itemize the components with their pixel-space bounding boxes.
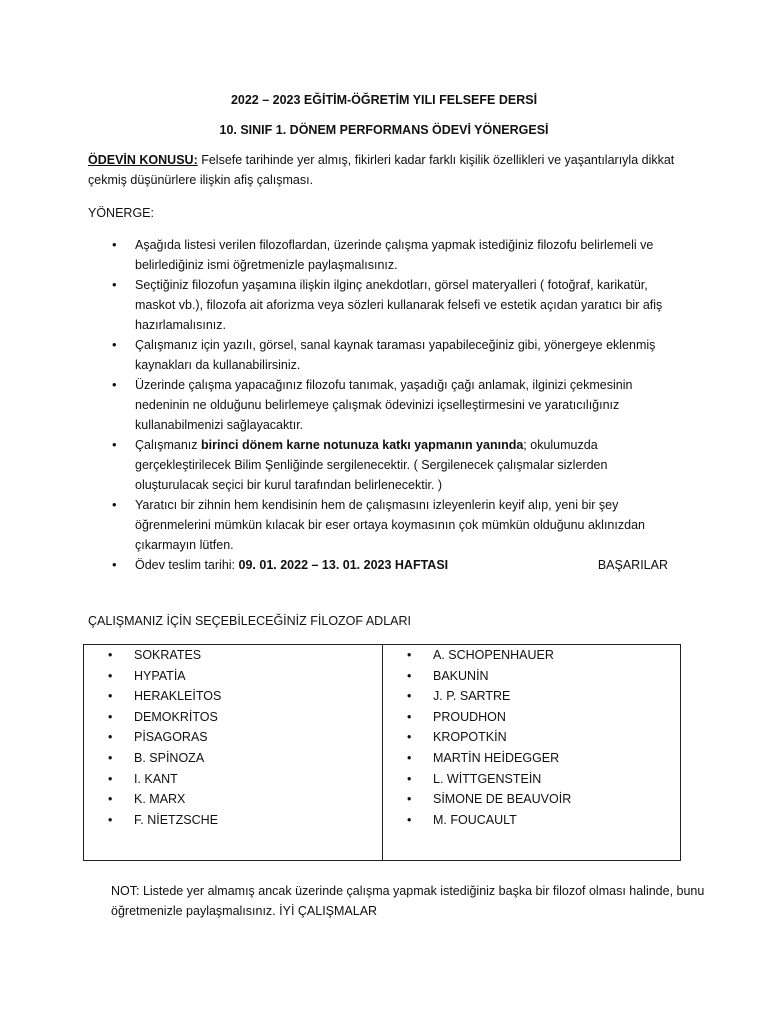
philosopher-name: MARTİN HEİDEGGER bbox=[433, 750, 560, 765]
bullet-icon: • bbox=[407, 668, 412, 683]
bullet-icon: • bbox=[108, 668, 113, 683]
bullet-icon: • bbox=[112, 557, 117, 572]
philosopher-item bbox=[108, 686, 221, 707]
philosopher-name: B. SPİNOZA bbox=[134, 750, 205, 765]
philosopher-item bbox=[407, 769, 571, 790]
philosopher-item bbox=[407, 789, 571, 810]
instructions-heading: YÖNERGE: bbox=[88, 206, 154, 220]
bullet-icon: • bbox=[407, 709, 412, 724]
footnote: NOT: Listede yer almamış ancak üzerinde çalışma yapmak istediğiniz başka bir filozof olması halinde, bunu öğretmenizle paylaşmalısınız. İYİ ÇALIŞMALAR bbox=[111, 884, 705, 918]
philosopher-name: L. WİTTGENSTEİN bbox=[433, 771, 542, 786]
instruction-item bbox=[88, 275, 678, 335]
bullet-icon: • bbox=[112, 377, 117, 392]
philosopher-item bbox=[407, 686, 571, 707]
philosopher-item bbox=[407, 666, 571, 687]
philosopher-item bbox=[407, 707, 571, 728]
bullet-icon: • bbox=[108, 771, 113, 786]
instruction-text: Aşağıda listesi verilen filozoflardan, üzerinde çalışma yapmak istediğiniz filozofu belirlemeli ve belirlediğiniz ismi öğretmenizle paylaşmalısınız. bbox=[135, 238, 654, 272]
philosopher-item bbox=[108, 666, 221, 687]
philosopher-item bbox=[108, 707, 221, 728]
bullet-icon: • bbox=[108, 648, 113, 662]
bullet-icon: • bbox=[112, 437, 117, 452]
bullet-icon: • bbox=[108, 792, 113, 807]
philosopher-item bbox=[407, 645, 571, 666]
philosopher-name: SİMONE DE BEAUVOİR bbox=[433, 792, 572, 807]
bullet-icon: • bbox=[407, 689, 412, 704]
document-title: 2022 – 2023 EĞİTİM-ÖĞRETİM YILI FELSEFE DERSİ bbox=[230, 93, 538, 107]
assignment-topic bbox=[88, 150, 688, 190]
topic-text: Felsefe tarihinde yer almış, fikirleri kadar farklı kişilik özellikleri ve yaşantılarıyla dikkat çekmiş düşünürlere ilişkin afiş çalışması. bbox=[88, 153, 675, 187]
document-subtitle: 10. SINIF 1. DÖNEM PERFORMANS ÖDEVİ YÖNERGESİ bbox=[219, 123, 549, 137]
instruction-text: Çalışmanız için yazılı, görsel, sanal kaynak taraması yapabileceğiniz gibi, yönergeye eklenmiş kaynakları da kullanabilirsiniz. bbox=[135, 338, 656, 372]
philosopher-item bbox=[108, 789, 221, 810]
instruction-item bbox=[88, 335, 678, 375]
philosopher-name: BAKUNİN bbox=[433, 668, 489, 683]
philosopher-item bbox=[407, 727, 571, 748]
bullet-icon: • bbox=[112, 497, 117, 512]
instruction-text: Üzerinde çalışma yapacağınız filozofu tanımak, yaşadığı çağı anlamak, ilginizi çekmesinin nedeninin ne olduğunu belirlemeye çalışmak ödevinizi içselleştirmesini ve yaratıcılığınız kullanabilmenizi sağlayacaktır. bbox=[135, 378, 633, 432]
bullet-icon: • bbox=[407, 750, 412, 765]
instruction-item bbox=[88, 435, 678, 495]
philosopher-name: F. NİETZSCHE bbox=[134, 812, 219, 827]
philosopher-name: A. SCHOPENHAUER bbox=[433, 648, 554, 662]
instruction-text: Yaratıcı bir zihnin hem kendisinin hem de çalışmasını izleyenlerin keyif alıp, yeni bir şey öğrenmelerini mümkün kılacak bir eser ortaya koymasının çok mümkün olduğunu aklınızdan çıkarmayın lütfen. bbox=[135, 498, 645, 552]
bullet-icon: • bbox=[108, 730, 113, 745]
bullet-icon: • bbox=[112, 277, 117, 292]
instruction-item bbox=[88, 495, 678, 555]
philosopher-name: I. KANT bbox=[134, 771, 178, 786]
philosopher-item bbox=[108, 645, 221, 666]
instruction-text-bold: birinci dönem karne notunuza katkı yapmanın yanında bbox=[201, 438, 524, 452]
philosopher-item bbox=[108, 727, 221, 748]
philosopher-item bbox=[108, 769, 221, 790]
instruction-text-post: ; okulumuzda gerçekleştirilecek Bilim Şenliğinde sergilenecektir. ( Sergilenecek çalışmalar sizlerden oluşturulacak seçici bir kurul tarafından belirlenecektir. ) bbox=[135, 438, 608, 492]
philosophers-left-column bbox=[108, 645, 221, 830]
philosopher-name: HERAKLEİTOS bbox=[134, 689, 222, 704]
bullet-icon: • bbox=[112, 237, 117, 252]
deadline-label: Ödev teslim tarihi: bbox=[135, 558, 239, 572]
bullet-icon: • bbox=[407, 648, 412, 662]
instruction-item bbox=[88, 235, 678, 275]
philosopher-item bbox=[407, 810, 571, 831]
instruction-text: Seçtiğiniz filozofun yaşamına ilişkin ilginç anekdotları, görsel materyalleri ( fotoğraf, karikatür, maskot vb.), filozofa ait aforizma veya sözleri kullanarak felsefi ve estetik açıdan yaratıcı bir afiş hazırlamalısınız. bbox=[135, 278, 663, 332]
bullet-icon: • bbox=[108, 750, 113, 765]
philosopher-name: KROPOTKİN bbox=[433, 730, 507, 745]
bullet-icon: • bbox=[407, 730, 412, 745]
philosophers-heading: ÇALIŞMANIZ İÇİN SEÇEBİLECEĞİNİZ FİLOZOF ADLARI bbox=[88, 614, 411, 628]
bullet-icon: • bbox=[112, 337, 117, 352]
bullet-icon: • bbox=[407, 771, 412, 786]
bullet-icon: • bbox=[108, 709, 113, 724]
instruction-item bbox=[88, 375, 678, 435]
philosopher-name: M. FOUCAULT bbox=[433, 812, 517, 827]
bullet-icon: • bbox=[108, 689, 113, 704]
topic-label: ÖDEVİN KONUSU: bbox=[88, 153, 198, 167]
bullet-icon: • bbox=[407, 792, 412, 807]
philosopher-name: K. MARX bbox=[134, 792, 186, 807]
bullet-icon: • bbox=[407, 812, 412, 827]
deadline-value: 09. 01. 2022 – 13. 01. 2023 HAFTASI bbox=[238, 558, 449, 572]
philosopher-item bbox=[108, 810, 221, 831]
philosopher-name: DEMOKRİTOS bbox=[134, 709, 218, 724]
philosopher-name: PROUDHON bbox=[433, 709, 506, 724]
column-divider bbox=[382, 645, 383, 860]
instructions-list bbox=[88, 235, 678, 575]
deadline-item bbox=[88, 555, 678, 575]
philosopher-name: SOKRATES bbox=[134, 648, 202, 662]
philosopher-name: HYPATİA bbox=[134, 668, 186, 683]
philosophers-right-column bbox=[407, 645, 571, 830]
bullet-icon: • bbox=[108, 812, 113, 827]
philosopher-name: J. P. SARTRE bbox=[433, 689, 511, 704]
instruction-text-pre: Çalışmanız bbox=[135, 438, 201, 452]
closing-text: BAŞARILAR bbox=[597, 558, 668, 572]
philosopher-item bbox=[407, 748, 571, 769]
philosopher-item bbox=[108, 748, 221, 769]
philosophers-table bbox=[83, 644, 681, 861]
philosopher-name: PİSAGORAS bbox=[134, 730, 208, 745]
